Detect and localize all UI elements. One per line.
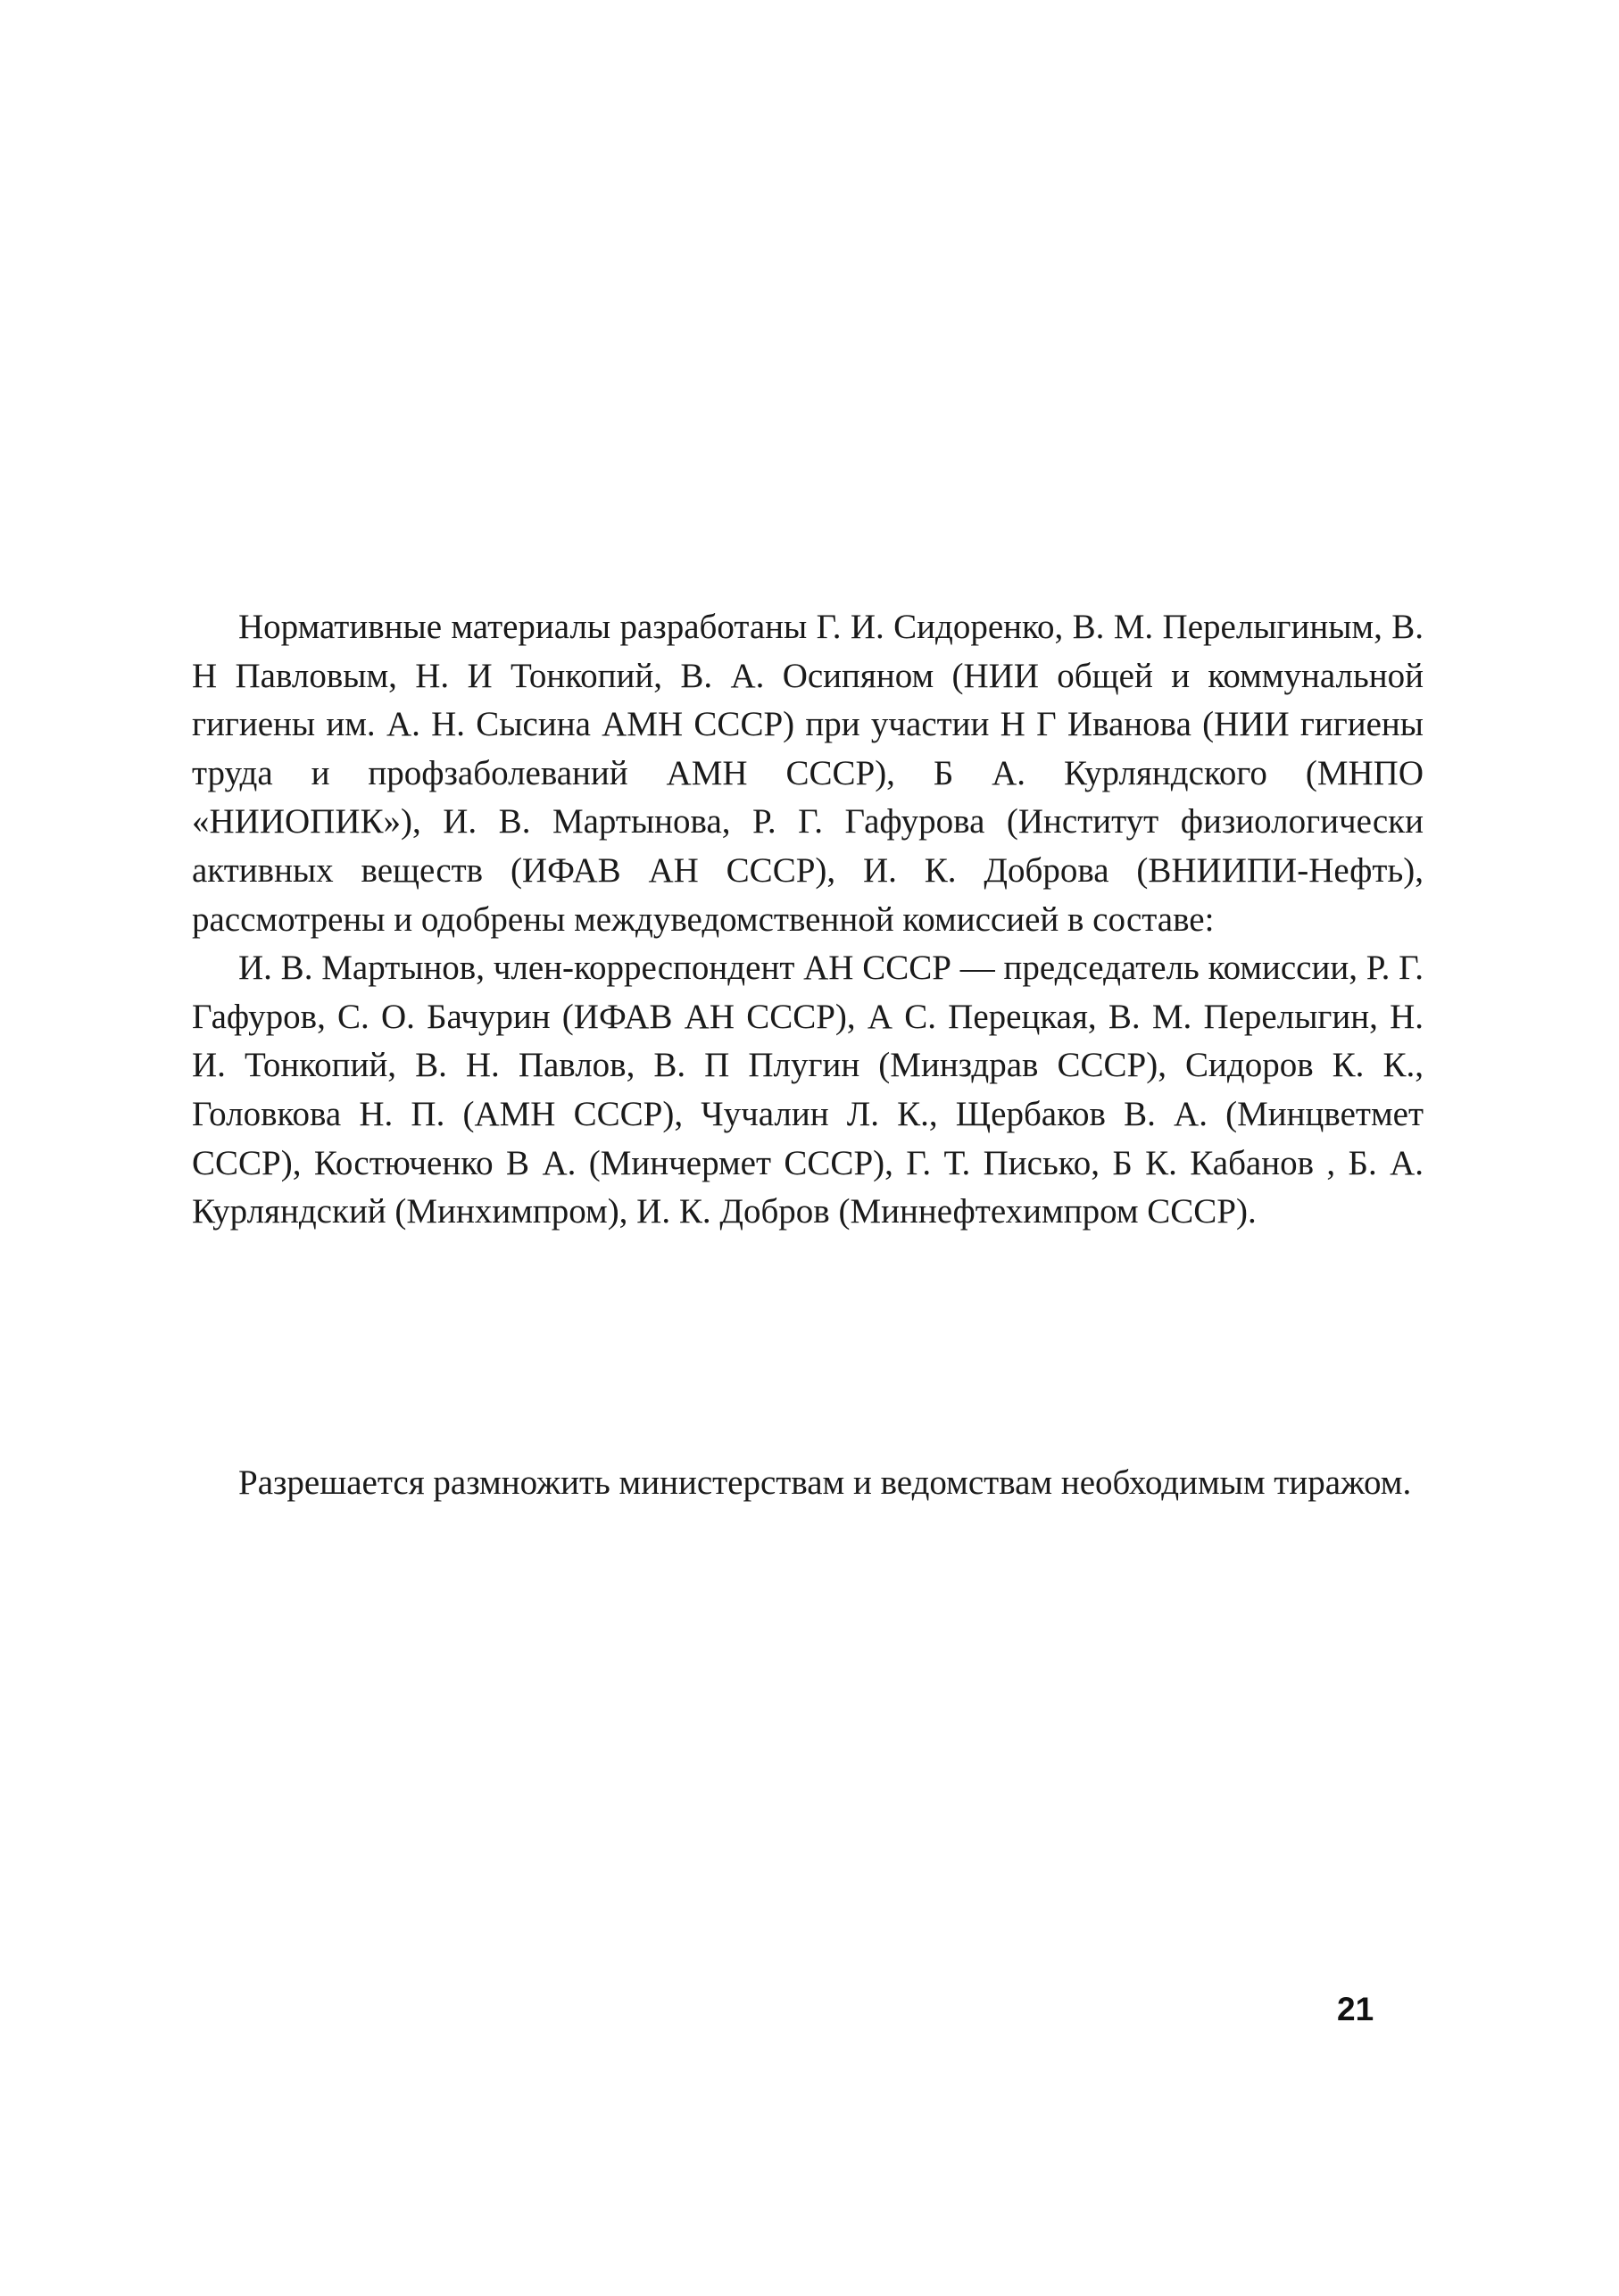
authors-section [192,603,1424,1237]
permission-paragraph: Разрешается размножить министерствам и ведомствам необходимым тиражом. [238,1463,1412,1502]
permission-section [192,1459,1424,1506]
developers-paragraph: Нормативные материалы разработаны Г. И. Сидоренко, В. М. Перелыгиным, В. Н Павловым, Н. И Тонкопий, В. А. Осипяном (НИИ общей и коммунальной гигиены им. А. Н. Сысина АМН СССР) при участии Н Г Иванова (НИИ гигиены труда и профзаболеваний АМН СССР), Б А. Курляндского (МНПО «НИИОПИК»), И. В. Мартынова, Р. Г. Гафурова (Институт физиологически активных веществ (ИФАВ АН СССР), И. К. Доброва (ВНИИПИ-Нефть), рассмотрены и одобрены междуведомственной комиссией в составе: [192,608,1424,939]
page-number: 21 [1337,1991,1374,2027]
commission-paragraph: И. В. Мартынов, член-корреспондент АН СССР — председатель комиссии, Р. Г. Гафуров, С. О. Бачурин (ИФАВ АН СССР), А С. Перецкая, В. М. Перелыгин, Н. И. Тонкопий, В. Н. Павлов, В. П Плугин (Минздрав СССР), Сидоров К. К., Головкова Н. П. (АМН СССР), Чучалин Л. К., Щербаков В. А. (Минцветмет СССР), Костюченко В А. (Минчермет СССР), Г. Т. Писько, Б К. Кабанов , Б. А. Курляндский (Минхимпром), И. К. Добров (Миннефтехимпром СССР). [192,949,1424,1231]
